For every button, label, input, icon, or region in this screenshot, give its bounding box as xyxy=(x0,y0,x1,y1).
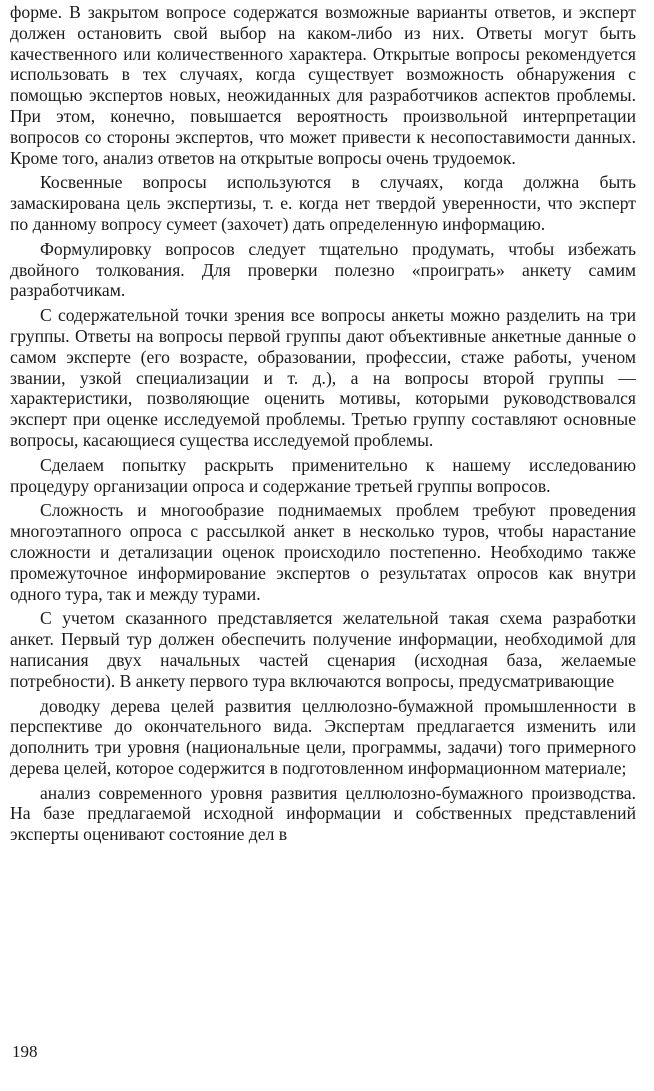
paragraph-attempt: Сделаем попытку раскрыть применительно к нашему исследованию процедуру организации опроса и содержание третьей группы вопросов. xyxy=(10,454,636,496)
paragraph-analysis: анализ современного уровня развития целлюлозно-бумажного производства. На базе предлагаемой исходной информации и собственных представлений эксперты оценивают состояние дел в xyxy=(10,782,636,845)
page-number: 198 xyxy=(12,1042,38,1061)
paragraph-question-groups: С содержательной точки зрения все вопросы анкеты можно разделить на три группы. Ответы на вопросы первой группы дают объективные анкетные данные о самом эксперте (его возрасте, образовании, профессии, стаже работы, ученом звании, узкой специализации и т. д.), а на вопросы второй группы — характеристики, позволяющие оценить мотивы, которыми руководствовался эксперт при оценке исследуемой проблемы. Третью группу составляют основные вопросы, касающиеся существа исследуемой проблемы. xyxy=(10,305,636,450)
paragraph-multistage: Сложность и многообразие поднимаемых проблем требуют проведения многоэтапного опроса с рассылкой анкет в несколько туров, чтобы нарастание сложности и детализации оценок происходило постепенно. Необходимо также промежуточное информирование экспертов о результатах опросов как внутри одного тура, так и между турами. xyxy=(10,500,636,604)
paragraph-wording: Формулировку вопросов следует тщательно продумать, чтобы избежать двойного толкования. Для проверки полезно «проиграть» анкету самим разработчикам. xyxy=(10,238,636,301)
paragraph-indirect-questions: Косвенные вопросы используются в случаях, когда должна быть замаскирована цель экспертизы, т. е. когда нет твердой уверенности, что эксперт по данному вопросу сумеет (захочет) дать определенную информацию. xyxy=(10,172,636,234)
page-text xyxy=(10,2,636,845)
paragraph-goal-tree: доводку дерева целей развития целлюлозно-бумажной промышленности в перспективе до окончательного вида. Экспертам предлагается изменить или дополнить три уровня (национальные цели, программы, задачи) того примерного дерева целей, которое содержится в подготовленном информационном материале; xyxy=(10,695,636,778)
paragraph-closed-questions: форме. В закрытом вопросе содержатся возможные варианты ответов, и эксперт должен остановить свой выбор на каком-либо из них. Ответы могут быть качественного или количественного характера. Открытые вопросы рекомендуется использовать в тех случаях, когда существует возможность обнаружения с помощью экспертов новых, неожиданных для разработчиков аспектов проблемы. При этом, конечно, повышается вероятность произвольной интерпретации вопросов со стороны экспертов, что может привести к несопоставимости данных. Кроме того, анализ ответов на открытые вопросы очень трудоемок. xyxy=(10,2,636,168)
paragraph-scheme: С учетом сказанного представляется желательной такая схема разработки анкет. Первый тур должен обеспечить получение информации, необходимой для написания двух начальных частей сценария (исходная база, желаемые потребности). В анкету первого тура включаются вопросы, предусматривающие xyxy=(10,608,636,691)
